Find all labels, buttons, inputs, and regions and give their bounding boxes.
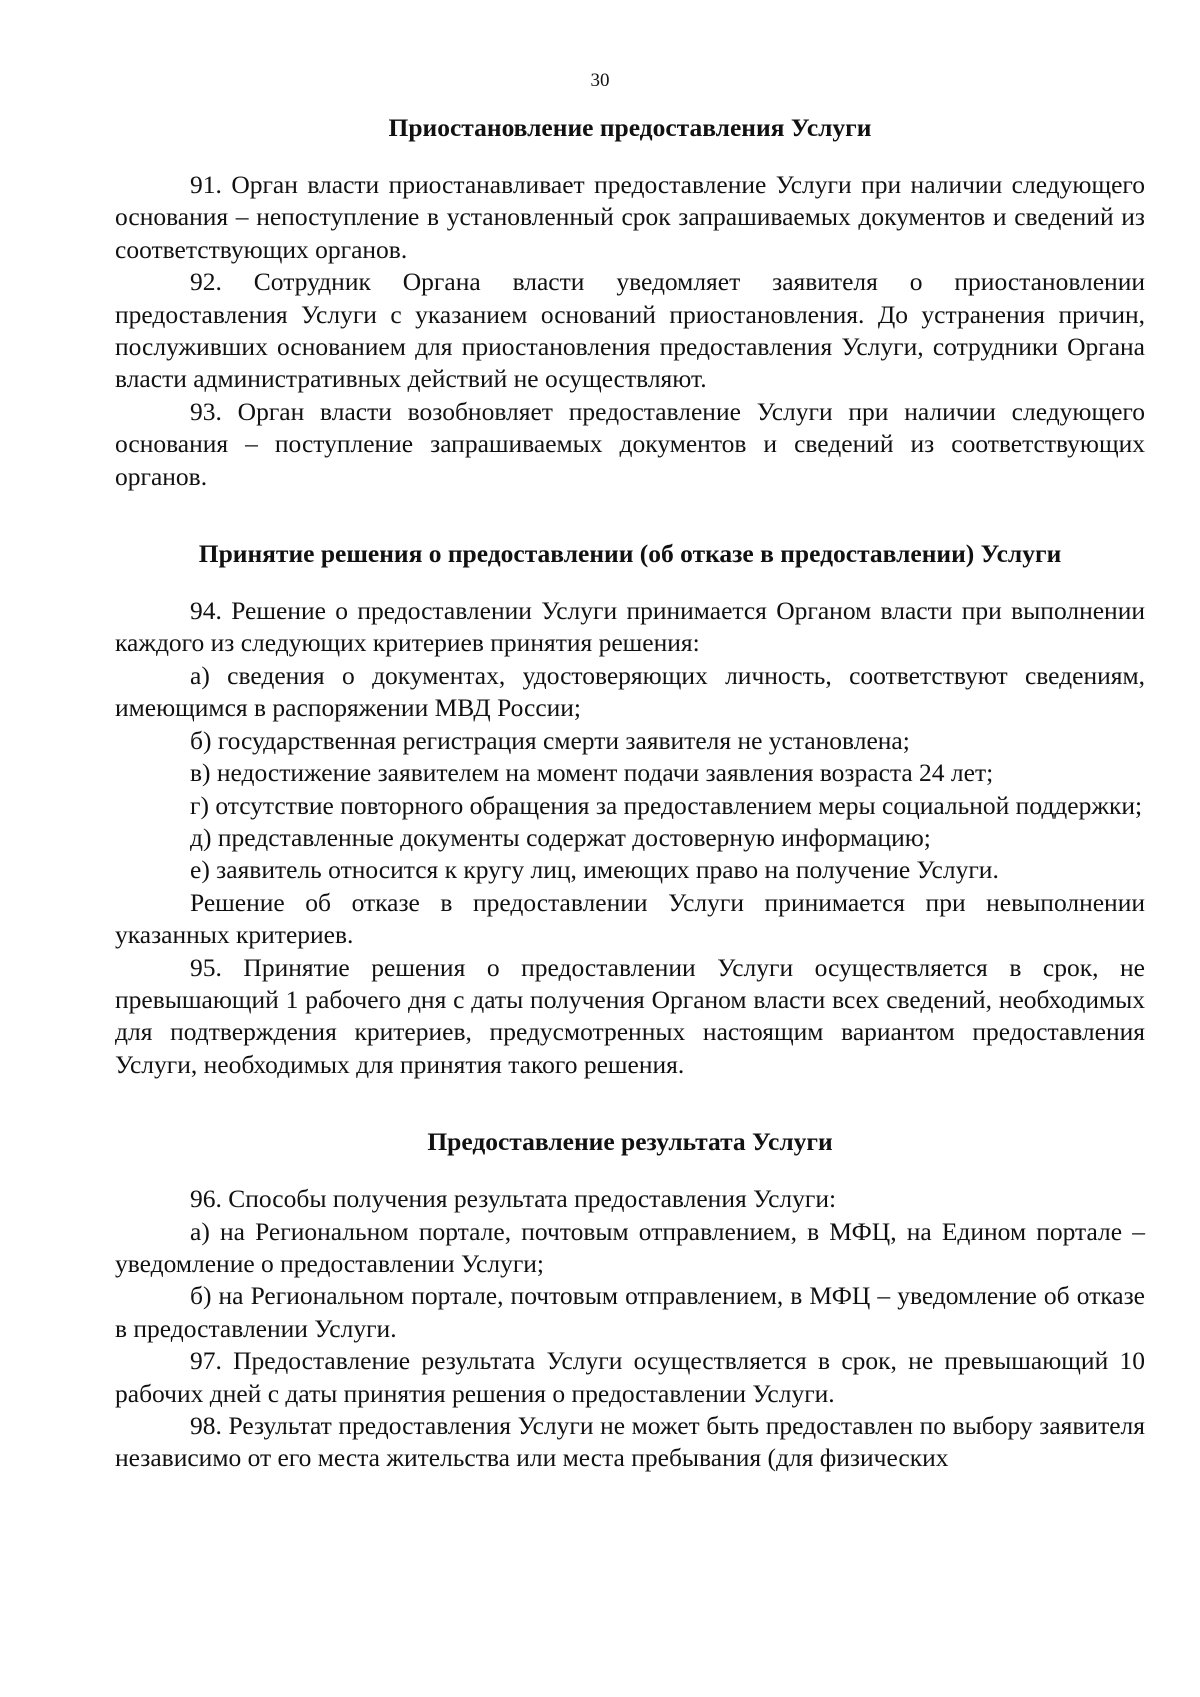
paragraph-98: 98. Результат предоставления Услуги не может быть предоставлен по выбору заявителя независимо от его места жительства или места пребывания (для физических: [115, 1411, 1145, 1473]
document-body: [115, 112, 1145, 1475]
paragraph-94: 94. Решение о предоставлении Услуги принимается Органом власти при выполнении каждого из следующих критериев принятия решения:: [115, 596, 1145, 658]
section-heading-suspension: Приостановление предоставления Услуги: [388, 113, 872, 142]
paragraph-91: 91. Орган власти приостанавливает предоставление Услуги при наличии следующего основания – непоступление в установленный срок запрашиваемых документов и сведений из соответствующих органов.: [115, 170, 1145, 264]
criterion-e: е) заявитель относится к кругу лиц, имеющих право на получение Услуги.: [190, 855, 999, 885]
criterion-d: д) представленные документы содержат достоверную информацию;: [190, 822, 931, 852]
paragraph-96: 96. Способы получения результата предоставления Услуги:: [190, 1184, 837, 1214]
section-heading-decision: Принятие решения о предоставлении (об отказе в предоставлении) Услуги: [198, 539, 1062, 569]
page-number: 30: [590, 70, 610, 91]
result-method-b: б) на Региональном портале, почтовым отправлением, в МФЦ – уведомление об отказе в предоставлении Услуги.: [115, 1281, 1145, 1343]
criterion-b: б) государственная регистрация смерти заявителя не установлена;: [190, 725, 910, 755]
section-heading-result: Предоставление результата Услуги: [427, 1127, 833, 1157]
refusal-paragraph: Решение об отказе в предоставлении Услуги принимается при невыполнении указанных критериев.: [115, 887, 1145, 950]
criterion-v: в) недостижение заявителем на момент подачи заявления возраста 24 лет;: [190, 758, 994, 788]
paragraph-97: 97. Предоставление результата Услуги осуществляется в срок, не превышающий 10 рабочих дней с даты принятия решения о предоставлении Услуги.: [115, 1346, 1145, 1408]
paragraph-92: 92. Сотрудник Органа власти уведомляет заявителя о приостановлении предоставления Услуги с указанием оснований приостановления. До устранения причин, послуживших основанием для приостановления предоставления Услуги, сотрудники Органа власти административных действий не осуществляют.: [115, 267, 1145, 394]
paragraph-95: 95. Принятие решения о предоставлении Услуги осуществляется в срок, не превышающий 1 рабочего дня с даты получения Органом власти всех сведений, необходимых для подтверждения критериев, предусмотренных настоящим вариантом предоставления Услуги, необходимых для принятия такого решения.: [115, 952, 1145, 1079]
result-method-a: а) на Региональном портале, почтовым отправлением, в МФЦ, на Едином портале – уведомление о предоставлении Услуги;: [115, 1216, 1145, 1278]
criterion-g: г) отсутствие повторного обращения за предоставлением меры социальной поддержки;: [190, 790, 1143, 820]
paragraph-93: 93. Орган власти возобновляет предоставление Услуги при наличии следующего основания – поступление запрашиваемых документов и сведений из соответствующих органов.: [115, 396, 1145, 491]
criterion-a: а) сведения о документах, удостоверяющих личность, соответствуют сведениям, имеющимся в распоряжении МВД России;: [115, 660, 1145, 723]
